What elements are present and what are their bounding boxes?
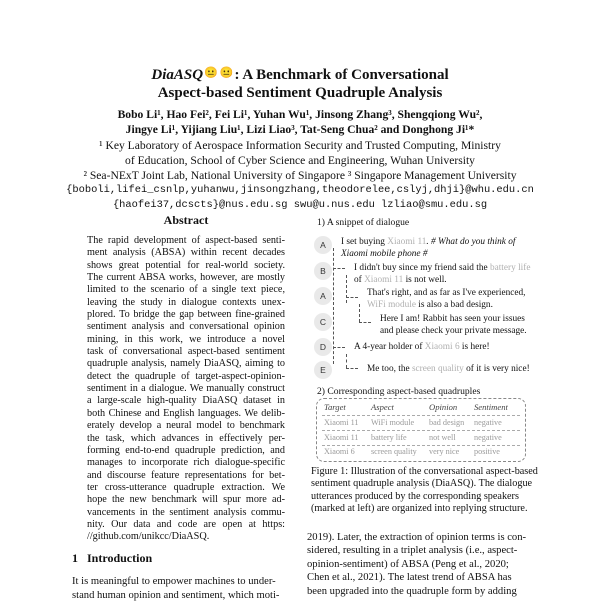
quad-cell: battery life — [371, 433, 407, 442]
abstract-line: and discourse feature representations for bet- — [87, 469, 285, 481]
smiley-emoji-icon: 😐 — [204, 67, 218, 79]
quad-cell: not well — [429, 433, 456, 442]
intro-heading — [72, 551, 152, 566]
abstract-line: The current ABSA works, however, are mostly — [87, 272, 285, 284]
right-text-line: sidered, resulting in a triplet analysis (i.e., aspect- — [307, 545, 518, 557]
paper-title-line2: Aspect-based Sentiment Quadruple Analysis — [157, 85, 443, 101]
reply-line-b — [346, 275, 347, 303]
abstract-body — [87, 235, 285, 544]
intro-line1: It is meaningful to empower machines to under- — [72, 576, 276, 587]
utterance-2 — [354, 263, 532, 286]
caption-line: sentiment quadruple analysis (DiaASQ). The dialogue — [311, 478, 533, 490]
affiliation-line3: ² Sea-NExT Joint Lab, National University of Singapore ³ Singapore Management University — [83, 169, 517, 182]
speaker-e-avatar: E — [314, 361, 332, 379]
affiliation-line1: ¹ Key Laboratory of Aerospace Information Security and Trusted Computing, Ministry — [99, 139, 501, 152]
utterance-1 — [341, 237, 531, 260]
quad-cell: screen quality — [371, 447, 417, 456]
quad-row-divider — [322, 445, 520, 446]
abstract-line: task of conversational aspect-based sentiment — [87, 346, 285, 358]
quad-cell: positive — [474, 447, 500, 456]
email-line2: {haofei37,dcscts}@nus.edu.sg swu@u.nus.edu lzliao@smu.edu.sg — [112, 199, 488, 211]
abstract-line: manages to incorporate rich dialogue-specific — [87, 457, 285, 469]
utt4-line1: Here I am! Rabbit has seen your issues — [380, 314, 525, 324]
intro-title: Introduction — [87, 551, 153, 565]
reply-branch-d — [333, 347, 345, 348]
speaker-a-avatar: A — [314, 287, 332, 305]
utt1-line2: Xiaomi mobile phone # — [341, 248, 428, 259]
utt3-opinion: is also a bad design. — [415, 299, 493, 310]
title-diaasq: DiaASQ — [151, 67, 204, 83]
reply-branch-e — [346, 368, 358, 369]
quad-row-divider — [322, 430, 520, 431]
abstract-line: The rapid development of aspect-based senti- — [87, 235, 285, 246]
utt1-text-b: . # What do you think of — [426, 237, 516, 247]
utt3-line1: That's right, and as far as I've experienced, — [367, 288, 526, 298]
abstract-line: forming end-to-end quadruple prediction, and — [87, 444, 285, 456]
abstract-line: nity. Our data and code are open at https: — [87, 518, 285, 530]
abstract-line: erately develop a neural model to benchmark — [87, 420, 285, 432]
quad-cell: Xiaomi 11 — [324, 433, 359, 442]
abstract-line: vancements in the sentiment analysis commu- — [87, 506, 285, 518]
speaker-b-avatar: B — [314, 262, 332, 280]
quad-cell: very nice — [429, 447, 460, 456]
reply-line-a2 — [359, 304, 360, 322]
utt5-target: Xiaomi 6 — [424, 342, 460, 352]
abstract-line: sentiment analysis and conversational opinion — [87, 321, 285, 333]
neutral-emoji-icon: 😐 — [219, 67, 234, 79]
abstract-line: ter cross-utterance quadruple extraction. We — [87, 481, 285, 493]
intro-line2: stand human opinion and sentiment, which moti- — [72, 590, 280, 601]
abstract-line: //github.com/unikcc/DiaASQ. — [87, 531, 210, 543]
figure-part1-label: 1) A snippet of dialogue — [317, 217, 410, 228]
right-column-text — [307, 531, 533, 598]
reply-branch-c — [359, 322, 371, 323]
abstract-line: both Chinese and English languages. We delib- — [87, 407, 285, 419]
abstract-line: limited to the scenario of a single text piece, — [87, 284, 285, 296]
utt3-aspect: WiFi module — [367, 299, 416, 310]
quad-cell: negative — [474, 418, 502, 427]
abstract-line: plored. To bridge the gap between fine-grained — [87, 309, 285, 321]
intro-number: 1 — [72, 551, 78, 565]
speaker-c-avatar: C — [314, 313, 332, 331]
utt2-line2: of — [354, 274, 365, 285]
speaker-d-avatar: D — [314, 338, 332, 356]
utterance-3 — [367, 288, 532, 311]
abstract-line: hope the new benchmark will spur more ad- — [87, 494, 285, 506]
authors-line1: Bobo Li¹, Hao Fei², Fei Li¹, Yuhan Wu¹, Jinsong Zhang³, Shengqiong Wu², — [117, 108, 483, 121]
quad-cell: Xiaomi 6 — [324, 447, 355, 456]
abstract-line: detect the quadruple of target-aspect-opinion- — [87, 370, 285, 382]
abstract-line: sentiment in a dialogue. We manually construct — [87, 383, 285, 395]
utt6-aspect: screen quality — [411, 364, 464, 374]
reply-branch-b — [333, 268, 345, 269]
affiliation-line2: of Education, School of Cyber Science and Engineering, Wuhan University — [125, 154, 475, 167]
right-text-line: Chen et al., 2021). The latest trend of ABSA has — [307, 572, 512, 584]
utt6-text: Me too, the — [367, 364, 412, 374]
utterance-6 — [367, 364, 532, 376]
quad-header-target: Target — [324, 402, 346, 412]
abstract-heading: Abstract — [163, 213, 209, 227]
abstract-line: a large-scale high-quality DiaASQ dataset in — [87, 395, 285, 407]
quad-header-sentiment: Sentiment — [474, 402, 508, 412]
utterance-4 — [380, 314, 532, 337]
quad-cell: Xiaomi 11 — [324, 418, 359, 427]
reply-line-d — [346, 354, 347, 368]
right-text-line: 2019). Later, the extraction of opinion terms is con- — [307, 532, 527, 543]
abstract-line: leaving the study in dialogue contexts unex- — [87, 296, 285, 308]
utt5-text-b: is here! — [459, 342, 490, 352]
utt5-text: A 4-year holder of — [354, 342, 425, 352]
title-rest: : A Benchmark of Conversational — [234, 67, 449, 83]
figure-caption — [311, 466, 538, 516]
caption-line: utterances produced by the corresponding speakers — [311, 490, 519, 502]
utt2-opinion: is not well. — [403, 274, 447, 285]
utt2-aspect: battery life — [489, 263, 531, 273]
abstract-line: the task, which advances in effectively per- — [87, 432, 285, 444]
quad-cell: WiFi module — [371, 418, 415, 427]
email-line1: {boboli,lifei_csnlp,yuhanwu,jinsongzhang,theodorelee,cslyj,dhji}@whu.edu.cn — [66, 184, 534, 196]
authors-line2: Jingye Li¹, Yijiang Liu¹, Lizi Liao³, Tat-Seng Chua² and Donghong Ji¹* — [125, 123, 475, 136]
right-text-line: been upgraded into the quadruple form by adding — [307, 585, 517, 597]
utt1-text: I set buying — [341, 237, 388, 247]
quad-cell: negative — [474, 433, 502, 442]
abstract-line: quadruple analysis, namely DiaASQ, aiming to — [87, 358, 285, 370]
quad-header-opinion: Opinion — [429, 402, 458, 412]
quad-header-divider — [322, 415, 520, 416]
figure-part2-label: 2) Corresponding aspect-based quadruples — [317, 386, 481, 397]
utterance-5 — [354, 342, 532, 354]
abstract-line: ment analysis (ABSA) within recent decades — [87, 247, 285, 259]
right-text-line: opinion-sentiment) of ABSA (Peng et al., 2020; — [307, 558, 509, 570]
abstract-line: mining, in this work, we introduce a novel — [87, 333, 285, 345]
utt2-text: I didn't buy since my friend said the — [354, 263, 490, 273]
utt6-opinion: of it is very nice! — [463, 364, 530, 374]
utt1-target: Xiaomi 11 — [387, 237, 427, 247]
quad-cell: bad design — [429, 418, 465, 427]
quad-header-aspect: Aspect — [371, 402, 394, 412]
reply-branch-a2 — [346, 297, 358, 298]
abstract-line: shows great potential for real-world society. — [87, 259, 285, 271]
utt2-target: Xiaomi 11 — [364, 274, 404, 285]
caption-line: Figure 1: Illustration of the conversational aspect-based — [311, 466, 538, 477]
speaker-a-avatar: A — [314, 236, 332, 254]
utt4-line2: and please check your private message. — [380, 325, 527, 336]
caption-line: (marked at left) are organized into replying structure. — [311, 503, 528, 515]
paper-title-line1 — [0, 64, 600, 85]
